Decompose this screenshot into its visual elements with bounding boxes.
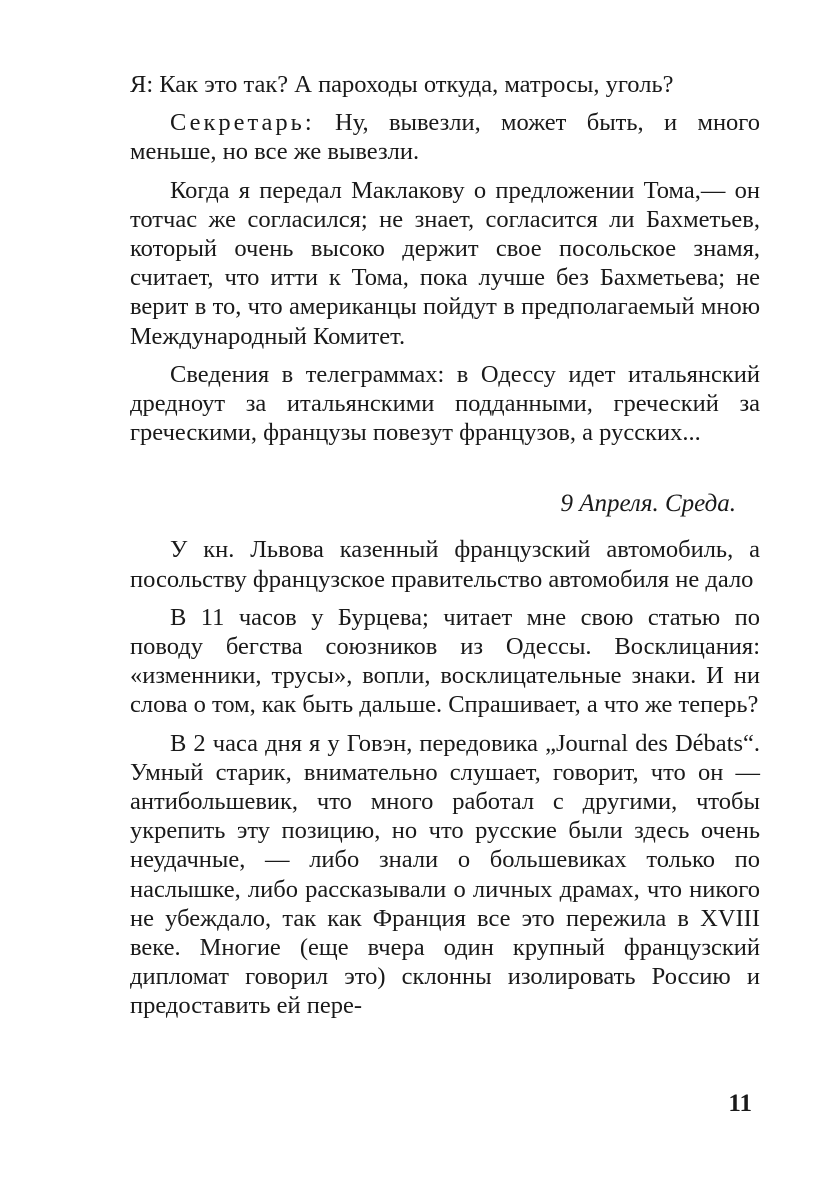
paragraph-lvov: У кн. Львова казенный французский автомобиль, а посольству французское правительство автомобиля не дало <box>130 536 760 593</box>
page-text-column <box>130 70 760 1021</box>
speaker-reply-text: Ну, вывезли, может быть, и много меньше, но все же вывезли. <box>130 109 760 166</box>
page-number: 11 <box>728 1090 752 1117</box>
speaker-label: Секретарь: <box>170 109 315 137</box>
paragraph-dialogue-question: Я: Как это так? А пароходы откуда, матросы, уголь? <box>130 71 674 98</box>
paragraph-secretary-reply <box>130 108 760 166</box>
date-heading: 9 Апреля. Среда. <box>560 490 736 518</box>
paragraph-burtsev: В 11 часов у Бурцева; читает мне свою статью по поводу бегства союзников из Одессы. Восклицания: «изменники, трусы», вопли, восклицательные знаки. И ни слова о том, как быть дальше. Спрашивает, а что же теперь? <box>130 603 760 719</box>
paragraph-maklakov: Когда я передал Маклакову о предложении Тома,— он тотчас же согласился; не знает, согласится ли Бахметьев, который очень высоко держит свое посольское знамя, считает, что итти к Тома, пока лучше без Бахметьева; не верит в то, что американцы пойдут в предполагаемый мною Международный Комитет. <box>130 176 760 350</box>
paragraph-telegrams: Сведения в телеграммах: в Одессу идет итальянский дредноут за итальянскими подданными, греческий за греческими, французы повезут французов, а русских... <box>130 360 760 447</box>
paragraph-goven: В 2 часа дня я у Говэн, передовика „Journal des Débats“. Умный старик, внимательно слушает, говорит, что он — антибольшевик, что много работал с другими, чтобы укрепить эту позицию, но что русские были здесь очень неудачные, — либо знали о большевиках только по наслышке, либо рассказывали о личных драмах, что никого не убеждало, так как Франция все это пережила в XVIII веке. Многие (еще вчера один крупный французский дипломат говорил это) склонны изолировать Россию и предоставить ей пере- <box>130 729 760 1020</box>
